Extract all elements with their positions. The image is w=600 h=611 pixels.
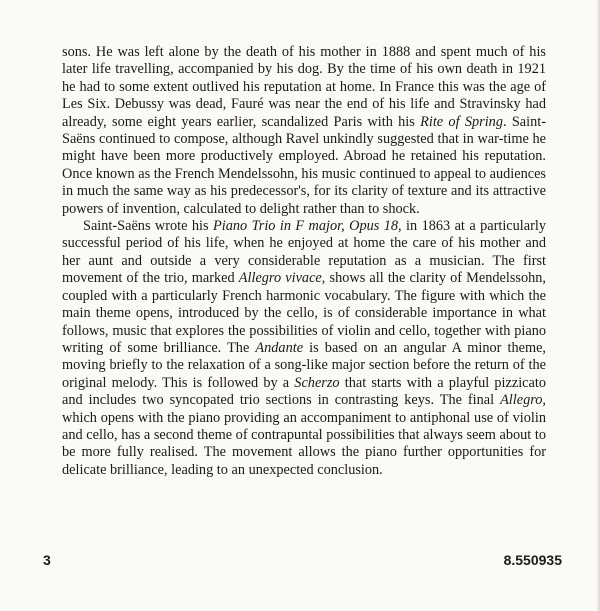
italic-title: Scherzo [294, 374, 340, 391]
paragraph-2 [62, 218, 546, 479]
text-run: , in 1863 at a particularly successful period of his life, when he enjoyed at home the care of his mother and her aunt and outside a very considerable reputation as a musician. The first movement of the trio, marked [62, 218, 546, 287]
text-run: that starts with a playful pizzicato and includes two syncopated trio sections in contrasting keys. The final [62, 374, 546, 409]
text-run: , which opens with the piano providing an accompaniment to antiphonal use of violin and cello, has a second theme of contrapuntal possibilities that always seem about to be more fully realised. The movement allows the piano further opportunities for delicate brilliance, leading to an unexpected conclusion. [62, 392, 546, 478]
text-run: Saint-Saëns wrote his [83, 218, 214, 235]
catalog-number: 8.550935 [503, 552, 562, 568]
italic-title: Allegro vivace [238, 270, 322, 287]
text-run: is based on an angular A minor theme, moving briefly to the relaxation of a song-like major section before the return of the original melody. This is followed by a [62, 339, 546, 391]
body-text [62, 44, 546, 479]
italic-title: Allegro [500, 392, 543, 409]
text-run: . Saint-Saëns continued to compose, although Ravel unkindly suggested that in war-time he might have been more productively employed. Abroad he retained his reputation. Once known as the French Mendelssohn, his music continued to appeal to audiences in much the same way as his predecessor's, for its clarity of texture and its attractive powers of invention, calculated to delight rather than to shock. [62, 113, 546, 217]
italic-title: Andante [255, 339, 304, 356]
italic-title: Piano Trio in F major, Opus 18 [213, 218, 399, 235]
page-number: 3 [43, 552, 51, 568]
text-run: , shows all the clarity of Mendelssohn, coupled with a particularly French harmonic vocabulary. The figure with which the main theme opens, introduced by the cello, is of considerable importance in what follows, music that explores the possibilities of violin and cello, together with piano writing of some brilliance. The [62, 270, 546, 356]
paragraph-1 [62, 44, 546, 218]
italic-title: Rite of Spring [420, 113, 503, 130]
text-run: sons. He was left alone by the death of his mother in 1888 and spent much of his later life travelling, accompanied by his dog. By the time of his own death in 1921 he had to some extent outlived his reputation at home. In France this was the age of Les Six. Debussy was dead, Fauré was near the end of his life and Stravinsky had already, some eight years earlier, scandalized Paris with his [62, 44, 546, 130]
